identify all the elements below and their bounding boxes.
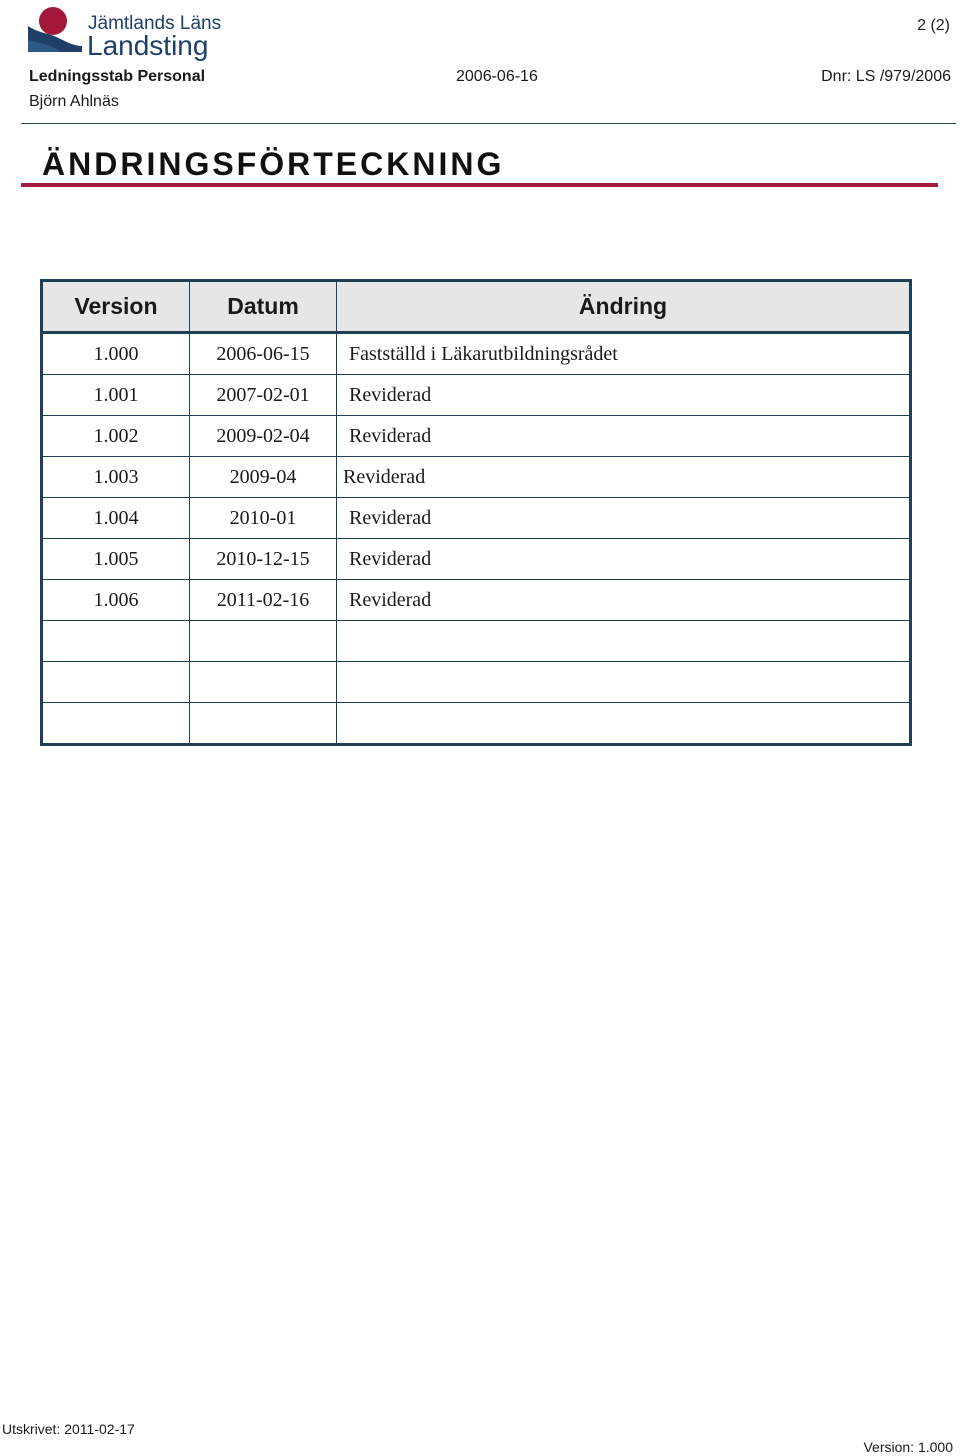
cell-datum <box>190 662 337 703</box>
cell-datum: 2010-12-15 <box>190 539 337 580</box>
cell-andring <box>337 662 911 703</box>
cell-andring: Reviderad <box>337 498 911 539</box>
table-row <box>42 662 911 703</box>
logo-mark-icon <box>26 4 88 60</box>
logo-text-line1: Jämtlands Läns <box>88 13 222 34</box>
header-divider <box>21 123 956 124</box>
table-row <box>42 703 911 745</box>
department-label: Ledningsstab Personal <box>29 68 206 85</box>
printed-date: Utskrivet: 2011-02-17 <box>2 1421 135 1437</box>
cell-datum: 2009-04 <box>190 457 337 498</box>
cell-andring: Reviderad <box>337 416 911 457</box>
author-name: Björn Ahlnäs <box>29 93 119 110</box>
cell-version: 1.002 <box>42 416 190 457</box>
cell-andring: Reviderad <box>337 539 911 580</box>
table-row <box>42 539 911 580</box>
cell-datum <box>190 703 337 745</box>
document-date: 2006-06-16 <box>456 68 538 85</box>
table-row <box>42 375 911 416</box>
cell-datum: 2009-02-04 <box>190 416 337 457</box>
column-header-version: Version <box>42 281 190 333</box>
page-number: 2 (2) <box>917 17 950 34</box>
column-header-datum: Datum <box>190 281 337 333</box>
logo-text-line2: Landsting <box>87 30 209 61</box>
cell-andring: Reviderad <box>337 580 911 621</box>
cell-andring: Fastställd i Läkarutbildningsrådet <box>337 333 911 375</box>
table-row <box>42 498 911 539</box>
cell-version: 1.003 <box>42 457 190 498</box>
cell-datum <box>190 621 337 662</box>
cell-version <box>42 703 190 745</box>
cell-datum: 2007-02-01 <box>190 375 337 416</box>
cell-version: 1.005 <box>42 539 190 580</box>
document-version: Version: 1.000 <box>863 1439 953 1455</box>
cell-andring: Reviderad <box>337 375 911 416</box>
cell-datum: 2011-02-16 <box>190 580 337 621</box>
cell-andring <box>337 621 911 662</box>
table-row <box>42 580 911 621</box>
cell-version <box>42 621 190 662</box>
cell-version: 1.004 <box>42 498 190 539</box>
cell-version <box>42 662 190 703</box>
table-row <box>42 416 911 457</box>
table-row <box>42 333 911 375</box>
cell-version: 1.001 <box>42 375 190 416</box>
table-row <box>42 457 911 498</box>
registration-number: Dnr: LS /979/2006 <box>821 68 951 85</box>
organization-logo <box>26 4 226 60</box>
table-header-row <box>42 281 911 333</box>
cell-version: 1.006 <box>42 580 190 621</box>
change-log-table <box>40 279 912 746</box>
cell-version: 1.000 <box>42 333 190 375</box>
title-underline <box>21 183 938 187</box>
page-title: ÄNDRINGSFÖRTECKNING <box>42 146 505 182</box>
cell-datum: 2006-06-15 <box>190 333 337 375</box>
cell-datum: 2010-01 <box>190 498 337 539</box>
table-row <box>42 621 911 662</box>
cell-andring: Reviderad <box>337 457 911 498</box>
column-header-andring: Ändring <box>337 281 911 333</box>
cell-andring <box>337 703 911 745</box>
